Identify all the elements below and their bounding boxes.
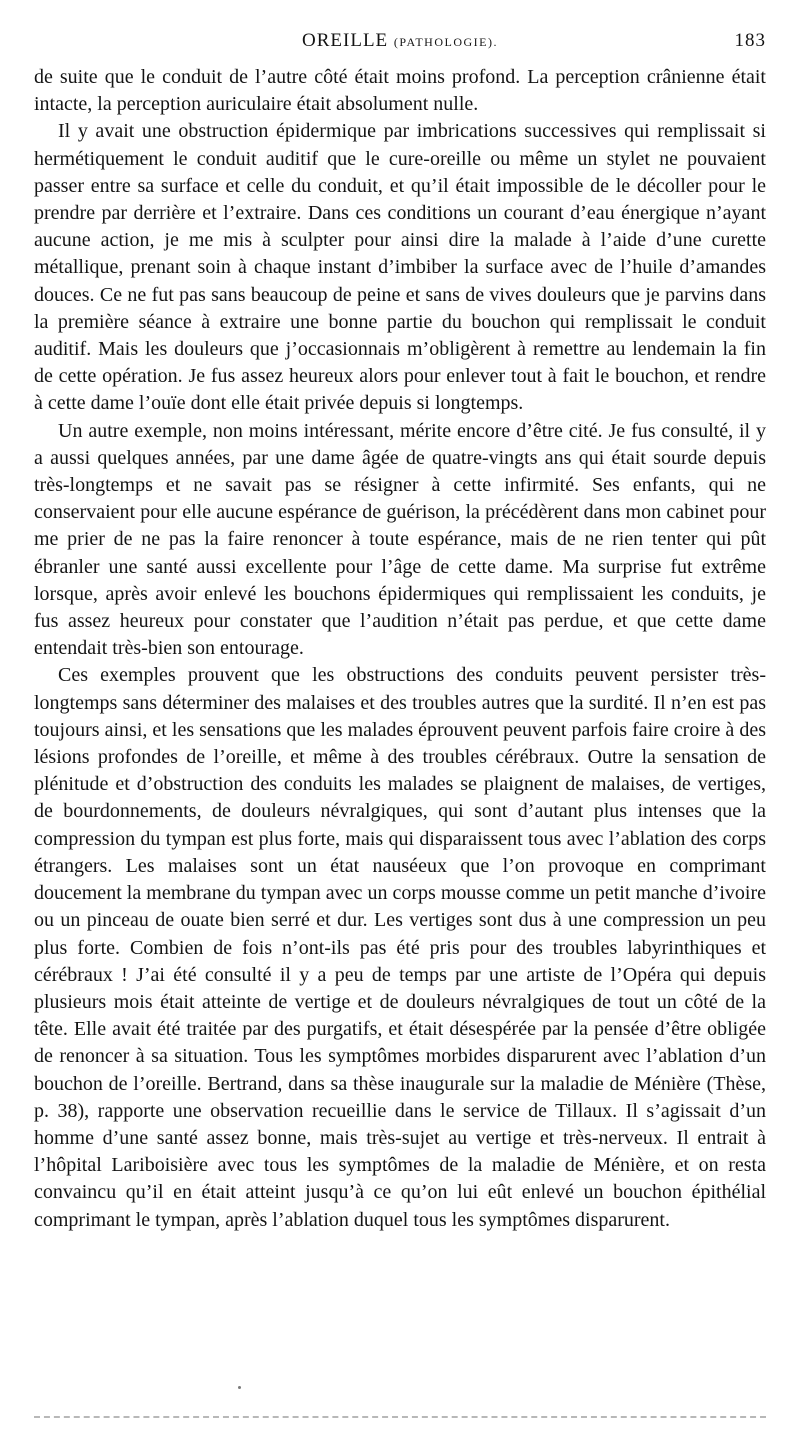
paragraph: de suite que le conduit de l’autre côté était moins profond. La perception crânienne était intacte, la perception auriculaire était absolument nulle. bbox=[34, 66, 766, 116]
ink-speck bbox=[238, 1386, 241, 1389]
page-number: 183 bbox=[734, 30, 766, 51]
running-header bbox=[34, 26, 766, 56]
running-title-line bbox=[34, 30, 766, 52]
paragraph: Un autre exemple, non moins intéressant, mérite encore d’être cité. Je fus consulté, il y a aussi quelques années, par une dame âgée de quatre-vingts ans qui était sourde depuis très-longtemps et ne savait pas se résigner à cette infirmité. Ses enfants, qui ne conservaient pour elle aucune espérance de guérison, la précédèrent dans mon cabinet pour me prier de ne pas la faire renoncer à toute espérance, mais de ne rien tenter qui pût ébranler une santé aussi excellente pour l’âge de cette dame. Ma surprise fut extrême lorsque, après avoir enlevé les bouchons épidermiques qui remplissaient les conduits, je fus assez heureux pour constater que l’audition n’était pas perdue, et que cette dame entendait très-bien son entourage. bbox=[34, 419, 766, 660]
paragraph: Il y avait une obstruction épidermique par imbrications successives qui remplissait si hermétiquement le conduit auditif que le cure-oreille ou même un stylet ne pouvaient passer entre sa surface et celle du conduit, et qu’il était impossible de le décoller pour le prendre par derrière et l’extraire. Dans ces conditions un courant d’eau énergique n’ayant aucune action, je me mis à sculpter pour ainsi dire la malade à l’aide d’une curette métallique, prenant soin à chaque instant d’imbiber la surface avec de l’huile d’amandes douces. Ce ne fut pas sans beaucoup de peine et sans de vives douleurs que je parvins dans la première séance à extraire une bonne partie du bouchon qui remplissait le conduit auditif. Mais les douleurs que j’occasionnais m’obligèrent à remettre au lendemain la fin de cette opération. Je fus assez heureux alors pour enlever tout à fait le bouchon, et rendre à cette dame l’ouïe dont elle était privée depuis si longtemps. bbox=[34, 120, 766, 415]
running-title-section: (PATHOLOGIE). bbox=[393, 35, 498, 49]
paragraph: Ces exemples prouvent que les obstructions des conduits peuvent persister très-longtemps sans déterminer des malaises et des troubles autres que la surdité. Il n’en est pas toujours ainsi, et les sensations que les malades éprouvent peuvent parfois faire croire à des lésions profondes de l’oreille, et même à des troubles cérébraux. Outre la sensation de plénitude et d’obstruction des conduits les malades se plaignent de malaises, de vertiges, de bourdonnements, de douleurs névralgiques, qui sont d’autant plus intenses que la compression du tympan est plus forte, mais qui disparaissent tous avec l’ablation des corps étrangers. Les malaises sont un état nauséeux que l’on provoque en comprimant doucement la membrane du tympan avec un corps mousse comme un petit manche d’ivoire ou un pinceau de ouate bien serré et dur. Les vertiges sont dus à une compression un peu plus forte. Combien de fois n’ont-ils pas été pris pour des troubles labyrinthiques et cérébraux ! J’ai été consulté il y a peu de temps par une artiste de l’Opéra qui depuis plusieurs mois était atteinte de vertige et de douleurs névralgiques de tout un côté de la tête. Elle avait été traitée par des purgatifs, et était désespérée par la pensée d’être obligée de renoncer à sa situation. Tous les symptômes morbides disparurent avec l’ablation d’un bouchon de l’oreille. Bertrand, dans sa thèse inaugurale sur la maladie de Ménière (Thèse, p. 38), rapporte une observation recueillie dans le service de Tillaux. Il s’agissait d’un homme d’une santé assez bonne, mais très-sujet au vertige et très-nerveux. Il entrait à l’hôpital Lariboisière avec tous les symptômes de la maladie de Ménière, et on resta convaincu qu’il en était atteint jusqu’à ce qu’on lui eût enlevé un bouchon épithélial comprimant le tympan, après l’ablation duquel tous les symptômes disparurent. bbox=[34, 664, 766, 1231]
running-title: OREILLE bbox=[302, 30, 389, 51]
body-text bbox=[34, 64, 766, 1234]
book-page bbox=[34, 26, 766, 1234]
bleed-through-rule bbox=[34, 1416, 766, 1418]
